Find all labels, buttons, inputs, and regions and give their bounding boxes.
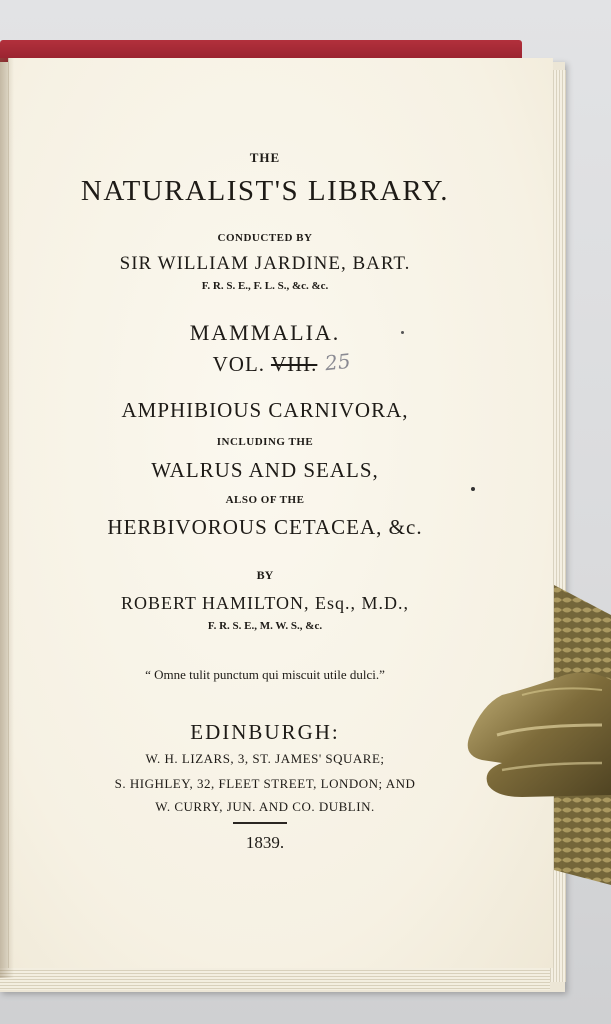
conducted-by: CONDUCTED BY <box>217 232 313 244</box>
page-bottom-edge <box>0 968 550 990</box>
line-the: THE <box>249 150 281 165</box>
publisher-line-1: W. H. LIZARS, 3, ST. JAMES' SQUARE; <box>145 751 385 766</box>
subject-title-2: WALRUS AND SEALS, <box>151 458 379 482</box>
publisher-line-2: S. HIGHLEY, 32, FLEET STREET, LONDON; AND <box>114 776 416 791</box>
year: 1839. <box>245 833 285 852</box>
brass-bookend <box>462 585 611 885</box>
division-title: MAMMALIA. <box>189 320 341 345</box>
volume-prefix: VOL. <box>212 352 266 376</box>
ink-dot-2 <box>471 487 475 491</box>
editor-name: SIR WILLIAM JARDINE, BART. <box>119 253 411 274</box>
by-line: BY <box>256 568 274 582</box>
volume-number: VIII. <box>270 352 318 376</box>
motto: “ Omne tulit punctum qui miscuit utile dulci.” <box>145 667 385 682</box>
handwritten-volume: 25 <box>323 348 352 376</box>
editor-honours: F. R. S. E., F. L. S., &c. &c. <box>201 280 329 292</box>
subject-title-3: HERBIVOROUS CETACEA, &c. <box>107 515 423 539</box>
ink-dot <box>401 331 404 334</box>
subject-title: AMPHIBIOUS CARNIVORA, <box>121 398 409 422</box>
including-line: INCLUDING THE <box>216 436 314 448</box>
author-honours: F. R. S. E., M. W. S., &c. <box>207 620 323 632</box>
volume-line <box>0 352 530 377</box>
publisher-line-3: W. CURRY, JUN. AND CO. DUBLIN. <box>155 799 375 814</box>
city: EDINBURGH: <box>190 720 340 744</box>
also-line: ALSO OF THE <box>225 494 305 506</box>
divider-rule <box>233 822 287 824</box>
author-name: ROBERT HAMILTON, Esq., M.D., <box>120 593 410 613</box>
series-title: NATURALIST'S LIBRARY. <box>80 175 450 207</box>
